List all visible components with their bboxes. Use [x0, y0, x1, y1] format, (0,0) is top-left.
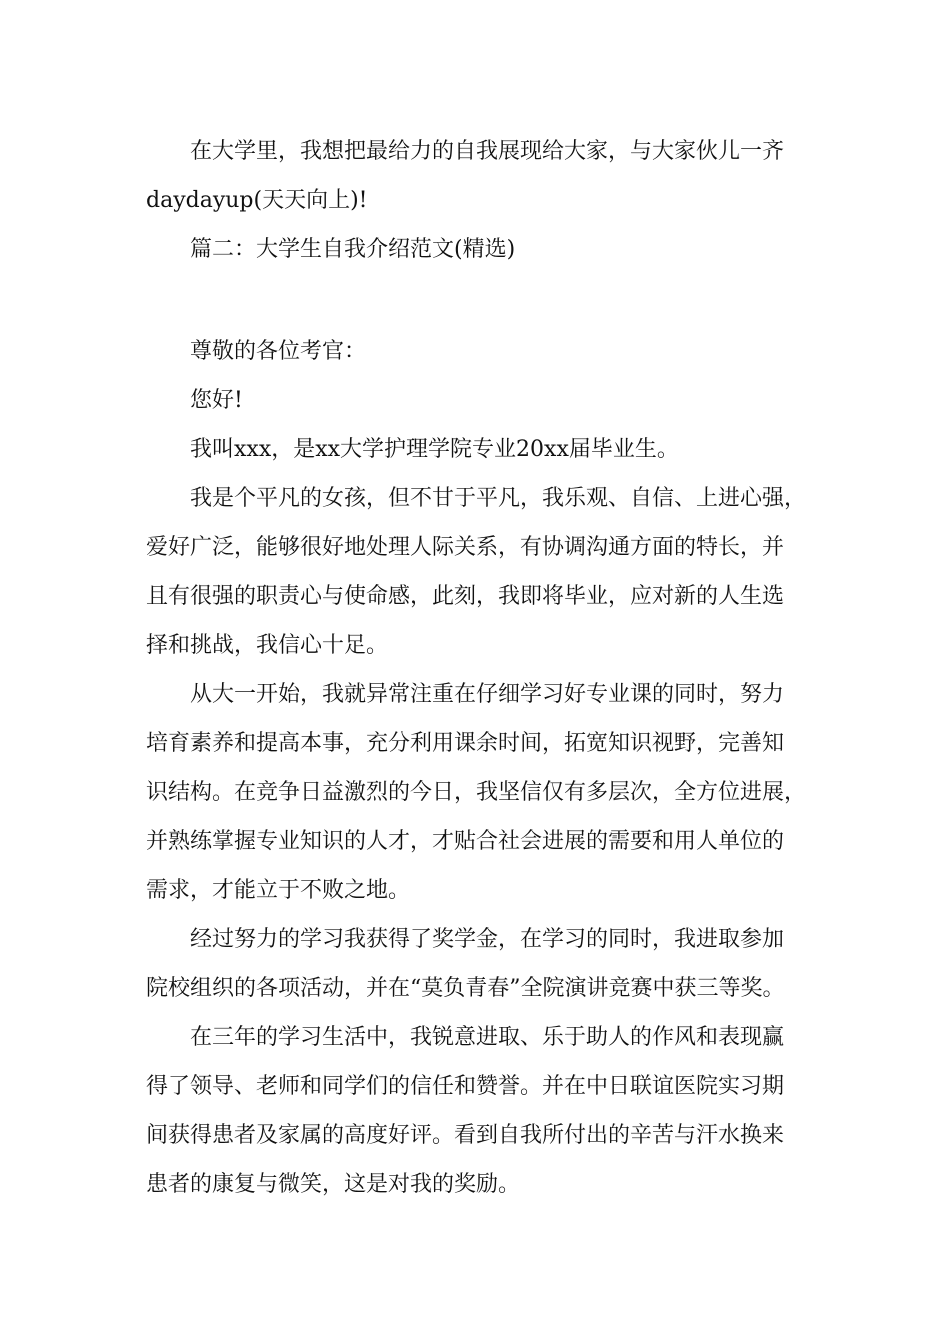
- salutation: 尊敬的各位考官：: [190, 339, 367, 364]
- paragraph-line: 择和挑战，我信心十足。: [146, 633, 389, 658]
- paragraph-line: 在三年的学习生活中，我锐意进取、乐于助人的作风和表现赢: [190, 1025, 785, 1050]
- paragraph-line: 在大学里，我想把最给力的自我展现给大家，与大家伙儿一齐: [190, 139, 785, 164]
- paragraph-line: 需求，才能立于不败之地。: [146, 878, 411, 903]
- paragraph-line: 我是个平凡的女孩，但不甘于平凡，我乐观、自信、上进心强，: [190, 486, 807, 511]
- paragraph-line: 识结构。在竞争日益激烈的今日，我坚信仅有多层次，全方位进展，: [146, 780, 807, 805]
- paragraph-line: 从大一开始，我就异常注重在仔细学习好专业课的同时，努力: [190, 682, 785, 707]
- paragraph-line: daydayup(天天向上)!: [146, 188, 368, 213]
- paragraph-line: 且有很强的职责心与使命感，此刻，我即将毕业，应对新的人生选: [146, 584, 785, 609]
- paragraph-line: 我叫xxx，是xx大学护理学院专业20xx届毕业生。: [190, 437, 679, 462]
- section-heading: 篇二：大学生自我介绍范文(精选): [190, 237, 516, 262]
- paragraph-line: 经过努力的学习我获得了奖学金，在学习的同时，我进取参加: [190, 927, 785, 952]
- paragraph-line: 间获得患者及家属的高度好评。看到自我所付出的辛苦与汗水换来: [146, 1123, 785, 1148]
- paragraph-line: 得了领导、老师和同学们的信任和赞誉。并在中日联谊医院实习期: [146, 1074, 785, 1099]
- greeting: 您好!: [190, 388, 243, 413]
- paragraph-line: 并熟练掌握专业知识的人才，才贴合社会进展的需要和用人单位的: [146, 829, 785, 854]
- paragraph-line: 培育素养和提高本事，充分利用课余时间，拓宽知识视野，完善知: [146, 731, 785, 756]
- paragraph-line: 患者的康复与微笑，这是对我的奖励。: [146, 1172, 521, 1197]
- paragraph-line: 爱好广泛，能够很好地处理人际关系，有协调沟通方面的特长，并: [146, 535, 785, 560]
- paragraph-line: 院校组织的各项活动，并在“莫负青春”全院演讲竞赛中获三等奖。: [146, 976, 785, 1001]
